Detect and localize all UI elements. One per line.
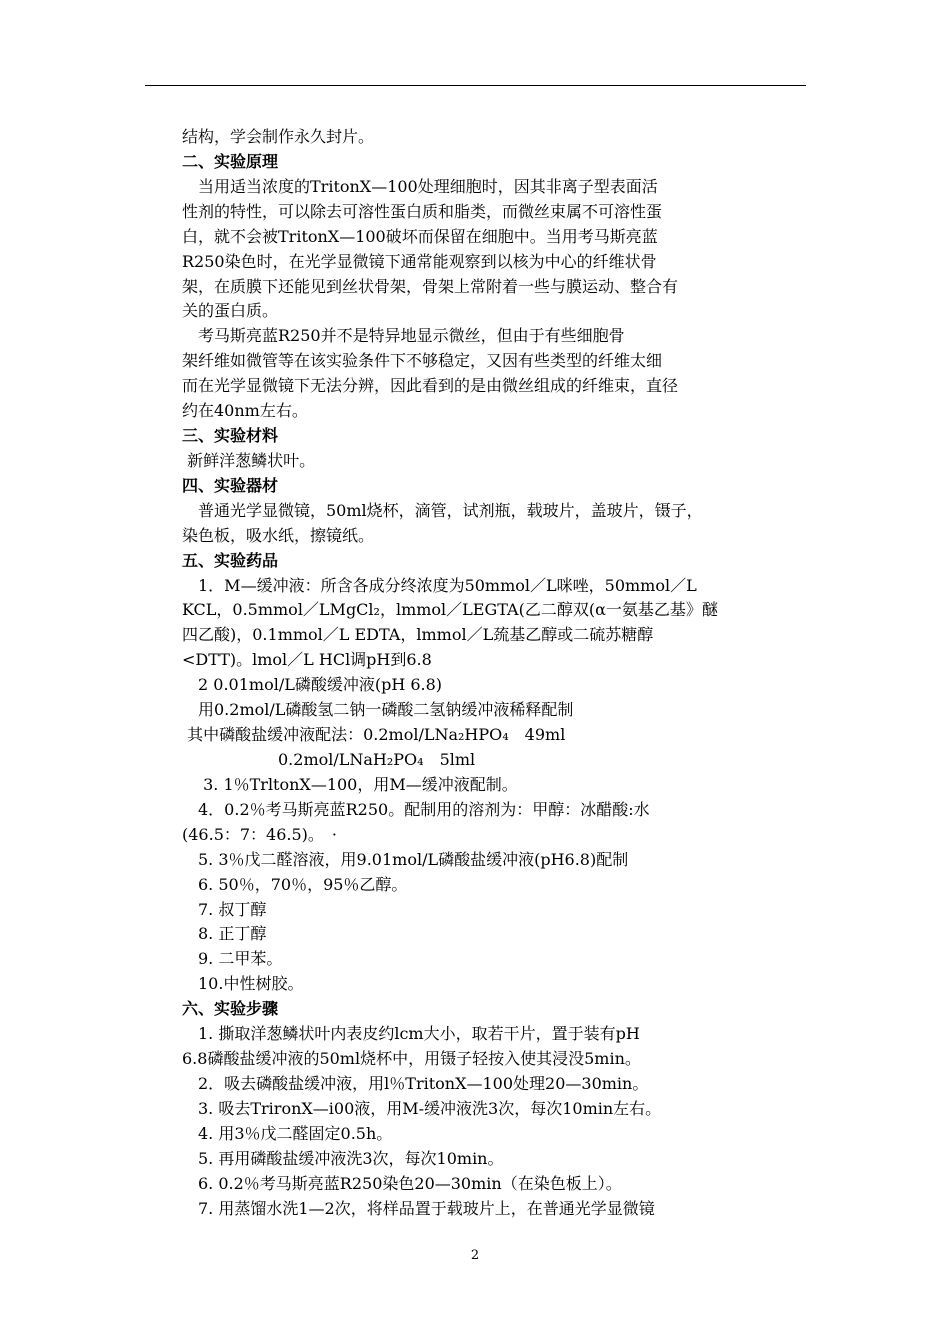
text-line: 四乙酸)，0.1mmol／L EDTA，lmmol／L巯基乙醇或二硫苏糖醇 [182,625,654,645]
text-line: 3. 1％TrltonX—100，用M—缓冲液配制。 [182,774,518,794]
text-line: 5. 再用磷酸盐缓冲液洗3次，每次10min。 [182,1148,504,1168]
section-heading: 二、实验原理 [182,151,279,171]
text-line: 当用适当浓度的TritonX—100处理细胞时，因其非离子型表面活 [182,176,658,196]
text-line: 结构，学会制作永久封片。 [182,127,375,146]
text-line: 4. 用3％戊二醛固定0.5h。 [182,1123,393,1143]
text-line: 性剂的特性，可以除去可溶性蛋白质和脂类，而微丝束属不可溶性蛋 [182,201,663,221]
header-rule [145,85,806,86]
text-line: 架，在质膜下还能见到丝状骨架，骨架上常附着一些与膜运动、整合有 [182,276,679,296]
text-line: 关的蛋白质。 [182,301,279,321]
page-number: 2 [470,1248,480,1263]
text-line: 架纤维如微管等在该实验条件下不够稳定，又因有些类型的纤维太细 [182,351,663,371]
text-line: 白，就不会被TritonX—100破坏而保留在细胞中。当用考马斯亮蓝 [182,226,658,246]
section-heading: 五、实验药品 [182,550,279,570]
text-line: 其中磷酸盐缓冲液配法：0.2mol/LNa₂HPO₄ 49ml [182,725,566,745]
text-line: 9. 二甲苯。 [182,949,283,969]
text-line: R250染色时，在光学显微镜下通常能观察到以核为中心的纤维状骨 [182,251,657,271]
text-line: 6.8磷酸盐缓冲液的50ml烧杯中，用镊子轻按入使其浸没5min。 [182,1049,641,1069]
text-line: <DTT)。lmol／L HCl调pH到6.8 [182,650,432,670]
text-line: 约在40nm左右。 [182,401,308,421]
text-line: 用0.2mol/L磷酸氢二钠一磷酸二氢钠缓冲液稀释配制 [182,700,574,720]
text-line: 新鲜洋葱鳞状叶。 [182,450,316,470]
section-heading: 六、实验步骤 [182,999,279,1019]
text-line: 5. 3％戊二醛溶液，用9.01mol/L磷酸盐缓冲液(pH6.8)配制 [182,849,629,869]
text-line: (46.5：7：46.5)。 · [182,824,338,844]
text-line: 0.2mol/LNaH₂PO₄ 5lml [182,750,476,769]
text-line: 3. 吸去TrironX—i00液，用M-缓冲液洗3次，每次10min左右。 [182,1098,662,1118]
text-line: 10.中性树胶。 [182,974,304,994]
text-line: KCL，0.5mmol／LMgCl₂，lmmol／LEGTA(乙二醇双(α一氨基乙基》醚 [182,600,718,620]
section-heading: 四、实验器材 [182,475,279,495]
text-line: 2．吸去磷酸盐缓冲液，用l％TritonX—100处理20—30min。 [182,1073,649,1093]
text-line: 8. 正丁醇 [182,924,267,944]
text-line: 而在光学显微镜下无法分辨，因此看到的是由微丝组成的纤维束，直径 [182,376,679,396]
text-line: 7. 用蒸馏水洗1—2次，将样品置于载玻片上，在普通光学显微镜 [182,1198,655,1218]
text-line: 2 0.01mol/L磷酸缓冲液(pH 6.8) [182,675,443,695]
text-line: 染色板，吸水纸，擦镜纸。 [182,525,375,545]
text-line: 4．0.2％考马斯亮蓝R250。配制用的溶剂为：甲醇：冰醋酸:水 [182,799,650,819]
text-line: 1．M—缓冲液：所含各成分终浓度为50mmol／L咪唑，50mmol／L [182,575,697,595]
text-line: 6. 50％，70％，95％乙醇。 [182,874,408,894]
text-line: 6. 0.2％考马斯亮蓝R250染色20—30min（在染色板上）。 [182,1173,622,1193]
section-heading: 三、实验材料 [182,426,279,446]
text-line: 普通光学显微镜，50ml烧杯，滴管，试剂瓶，载玻片，盖玻片，镊子， [182,500,703,520]
text-line: 1. 撕取洋葱鳞状叶内表皮约lcm大小，取若干片，置于装有pH [182,1024,640,1044]
text-line: 考马斯亮蓝R250并不是特异地显示微丝，但由于有些细胞骨 [182,326,625,346]
text-line: 7. 叔丁醇 [182,899,267,919]
